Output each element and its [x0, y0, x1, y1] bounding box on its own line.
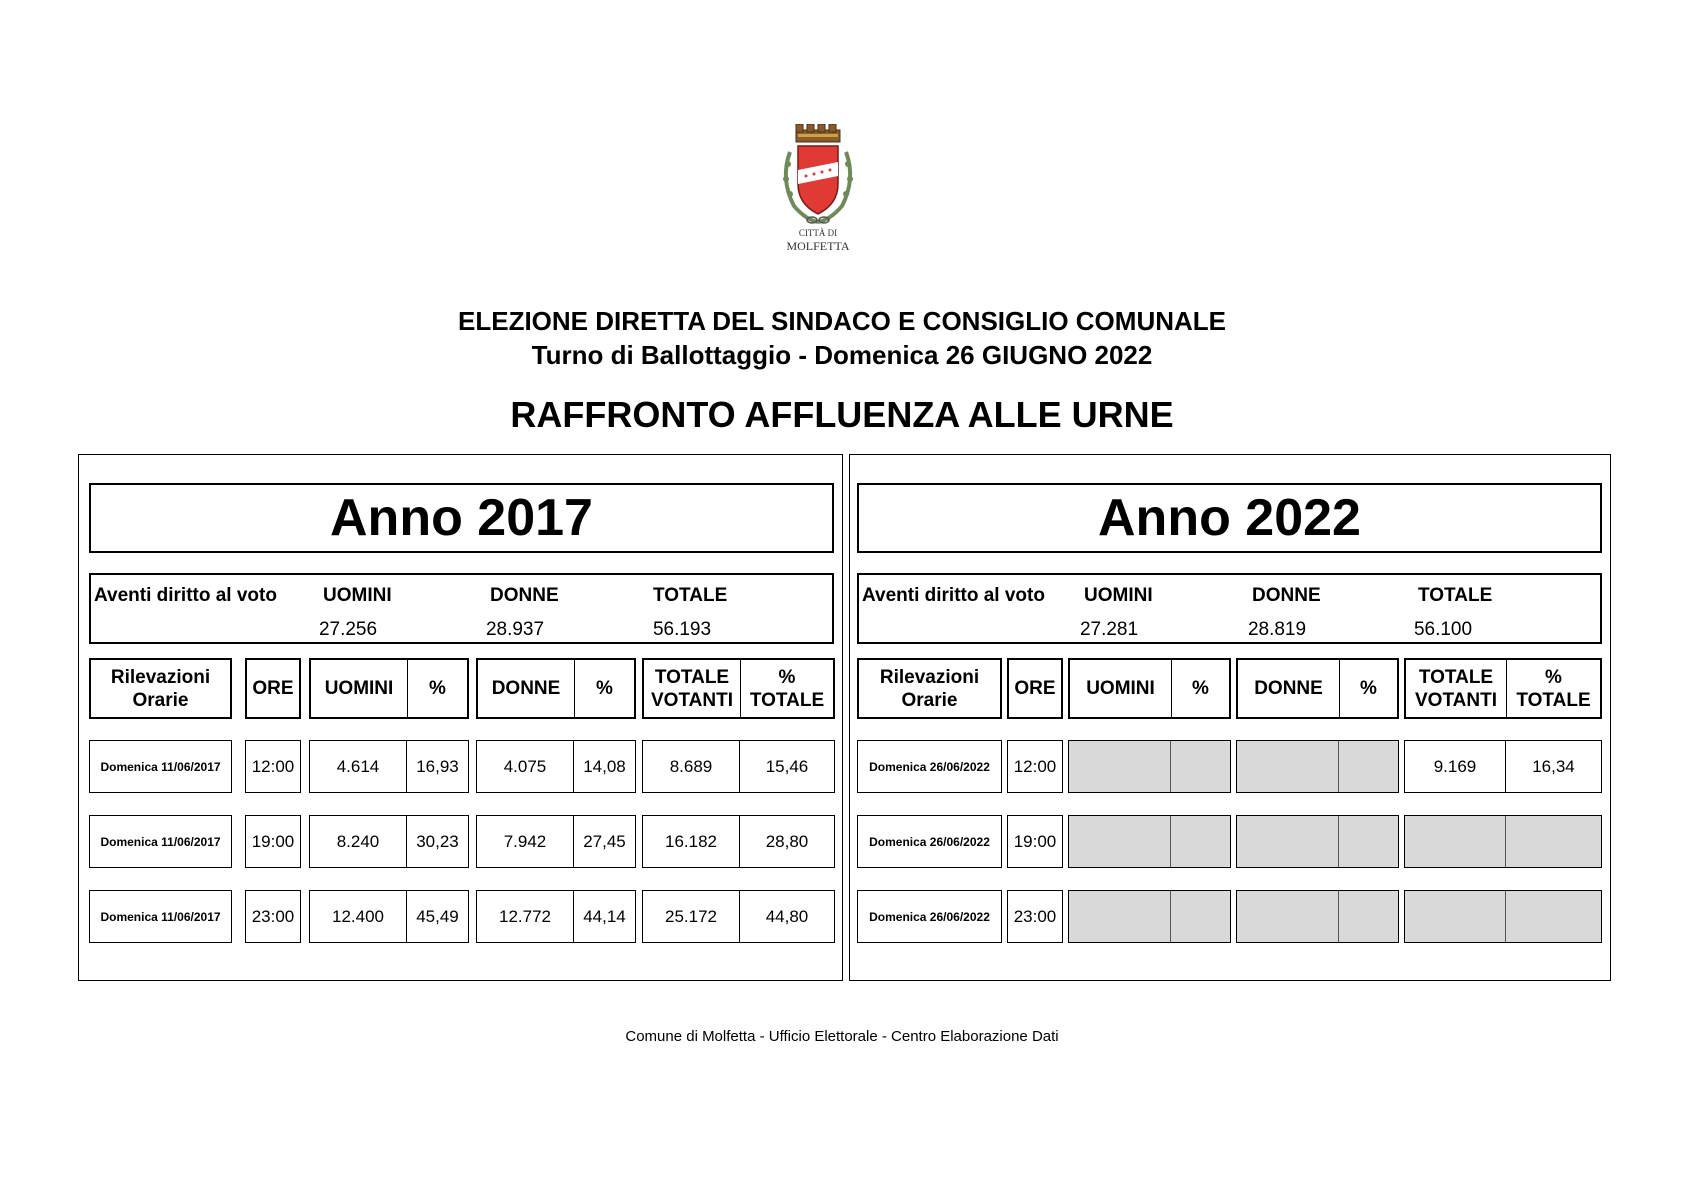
header-uomini: [1068, 658, 1231, 719]
header-donne-label: DONNE: [491, 678, 561, 699]
eligible-label: Aventi diritto al voto: [862, 585, 1045, 606]
row-totale: 25.172: [665, 906, 717, 926]
row-date: Domenica 26/06/2022: [869, 909, 990, 924]
row-ore: 19:00: [251, 831, 295, 851]
row-totale-cell-empty: [1404, 890, 1602, 943]
header-totale: [642, 658, 835, 719]
header-rilevazioni: [857, 658, 1002, 719]
row-uomini-cell: [309, 890, 469, 943]
header-rilevazioni-line1: Rilevazioni: [110, 666, 211, 688]
eligible-label: Aventi diritto al voto: [94, 585, 277, 606]
header-totale-line2: VOTANTI: [651, 689, 733, 711]
eligible-totale-label: TOTALE: [653, 585, 728, 606]
row-donne-cell-empty: [1236, 890, 1399, 943]
header-uomini-pct: %: [407, 660, 467, 717]
table-row-date: [89, 740, 232, 793]
header-totale-line1: TOTALE: [654, 666, 730, 688]
eligible-uomini-value: 27.256: [318, 619, 378, 640]
eligible-uomini-value: 27.281: [1079, 619, 1139, 640]
header-uomini-label: UOMINI: [324, 678, 394, 699]
row-date: Domenica 11/06/2017: [100, 759, 221, 774]
row-totale: 8.689: [669, 756, 713, 776]
eligible-voters-box: [89, 573, 834, 644]
header-donne-pct: %: [1339, 660, 1397, 717]
header-pct-totale-line1: %: [778, 666, 796, 688]
header-uomini-pct: %: [1171, 660, 1229, 717]
year-title: Anno 2022: [857, 483, 1602, 553]
row-uomini-cell-empty: [1068, 890, 1231, 943]
row-totale-cell: [1404, 740, 1602, 793]
footer-text: Comune di Molfetta - Ufficio Elettorale - Centro Elaborazione Dati: [625, 1028, 1059, 1045]
row-ore: 12:00: [251, 756, 295, 776]
row-ore: 12:00: [1013, 756, 1057, 776]
row-ore-cell: [1007, 815, 1063, 868]
table-row-date: [89, 815, 232, 868]
document-subtitle: Turno di Ballottaggio - Domenica 26 GIUGNO 2022: [531, 340, 1153, 370]
row-totale-pct: 15,46: [739, 741, 834, 792]
row-uomini-pct: 45,49: [406, 891, 468, 942]
header-totale-line2: VOTANTI: [1415, 689, 1497, 711]
row-date: Domenica 26/06/2022: [869, 834, 990, 849]
row-totale-pct: 44,80: [739, 891, 834, 942]
document-title: ELEZIONE DIRETTA DEL SINDACO E CONSIGLIO COMUNALE: [458, 306, 1226, 336]
row-uomini-cell: [309, 740, 469, 793]
table-row-date: [89, 890, 232, 943]
eligible-totale-label: TOTALE: [1418, 585, 1493, 606]
row-donne: 4.075: [503, 756, 547, 776]
crest-emblem-icon: [776, 124, 860, 224]
table-row-date: [857, 740, 1002, 793]
header-totale: [1404, 658, 1602, 719]
eligible-totale-value: 56.100: [1413, 619, 1473, 640]
row-uomini-cell-empty: [1068, 740, 1231, 793]
row-uomini-pct: 16,93: [406, 741, 468, 792]
row-uomini: 8.240: [336, 831, 380, 851]
header-ore-label: ORE: [252, 678, 294, 699]
eligible-uomini-label: UOMINI: [1084, 585, 1153, 606]
row-totale-cell: [642, 740, 835, 793]
table-row-date: [857, 815, 1002, 868]
header-ore-label: ORE: [1014, 678, 1056, 699]
year-title: Anno 2017: [89, 483, 834, 553]
logo-caption-line1: CITTÀ DI: [798, 228, 838, 238]
row-uomini: 4.614: [336, 756, 380, 776]
row-totale-cell: [642, 890, 835, 943]
row-donne-cell-empty: [1236, 740, 1399, 793]
header-pct-totale-line2: TOTALE: [749, 689, 825, 711]
logo-caption-line2: MOLFETTA: [786, 239, 850, 253]
row-totale-cell: [642, 815, 835, 868]
header-donne: [476, 658, 636, 719]
row-ore-cell: [245, 815, 301, 868]
document-heading: RAFFRONTO AFFLUENZA ALLE URNE: [510, 394, 1174, 435]
city-crest-logo: [776, 124, 860, 254]
header-rilevazioni: [89, 658, 232, 719]
header-pct-totale-line1: %: [1545, 666, 1562, 688]
header-rilevazioni-line1: Rilevazioni: [879, 666, 980, 688]
row-uomini-pct: 30,23: [406, 816, 468, 867]
row-uomini-cell: [309, 815, 469, 868]
row-donne: 12.772: [499, 906, 551, 926]
eligible-voters-box: [857, 573, 1602, 644]
eligible-donne-label: DONNE: [1252, 585, 1321, 606]
row-totale-cell-empty: [1404, 815, 1602, 868]
row-ore-cell: [245, 740, 301, 793]
row-donne-cell: [476, 815, 636, 868]
row-donne-pct: 14,08: [573, 741, 635, 792]
row-donne-cell: [476, 740, 636, 793]
row-date: Domenica 26/06/2022: [869, 759, 990, 774]
panel-2017: [78, 454, 843, 981]
eligible-totale-value: 56.193: [652, 619, 712, 640]
header-donne-pct: %: [574, 660, 634, 717]
header-pct-totale-line2: TOTALE: [1516, 689, 1591, 711]
header-uomini: [309, 658, 469, 719]
eligible-donne-value: 28.937: [485, 619, 545, 640]
row-donne: 7.942: [503, 831, 547, 851]
row-ore: 23:00: [251, 906, 295, 926]
header-donne-label: DONNE: [1254, 678, 1323, 699]
panel-2022: [849, 454, 1611, 981]
header-ore: [1007, 658, 1063, 719]
row-totale-pct: 28,80: [739, 816, 834, 867]
header-rilevazioni-line2: Orarie: [901, 689, 958, 711]
row-donne-cell-empty: [1236, 815, 1399, 868]
row-donne-cell: [476, 890, 636, 943]
row-date: Domenica 11/06/2017: [100, 834, 221, 849]
row-totale: 9.169: [1433, 756, 1477, 776]
row-ore-cell: [245, 890, 301, 943]
row-ore-cell: [1007, 740, 1063, 793]
header-ore: [245, 658, 301, 719]
row-date: Domenica 11/06/2017: [100, 909, 221, 924]
header-uomini-label: UOMINI: [1086, 678, 1155, 699]
row-ore: 19:00: [1013, 831, 1057, 851]
eligible-uomini-label: UOMINI: [323, 585, 392, 606]
header-totale-line1: TOTALE: [1418, 666, 1494, 688]
row-donne-pct: 27,45: [573, 816, 635, 867]
eligible-donne-label: DONNE: [490, 585, 559, 606]
row-ore-cell: [1007, 890, 1063, 943]
header-rilevazioni-line2: Orarie: [132, 689, 189, 711]
row-uomini: 12.400: [332, 906, 384, 926]
row-uomini-cell-empty: [1068, 815, 1231, 868]
eligible-donne-value: 28.819: [1247, 619, 1307, 640]
row-donne-pct: 44,14: [573, 891, 635, 942]
table-row-date: [857, 890, 1002, 943]
row-ore: 23:00: [1013, 906, 1057, 926]
row-totale-pct: 16,34: [1505, 741, 1601, 792]
row-totale: 16.182: [665, 831, 717, 851]
header-donne: [1236, 658, 1399, 719]
